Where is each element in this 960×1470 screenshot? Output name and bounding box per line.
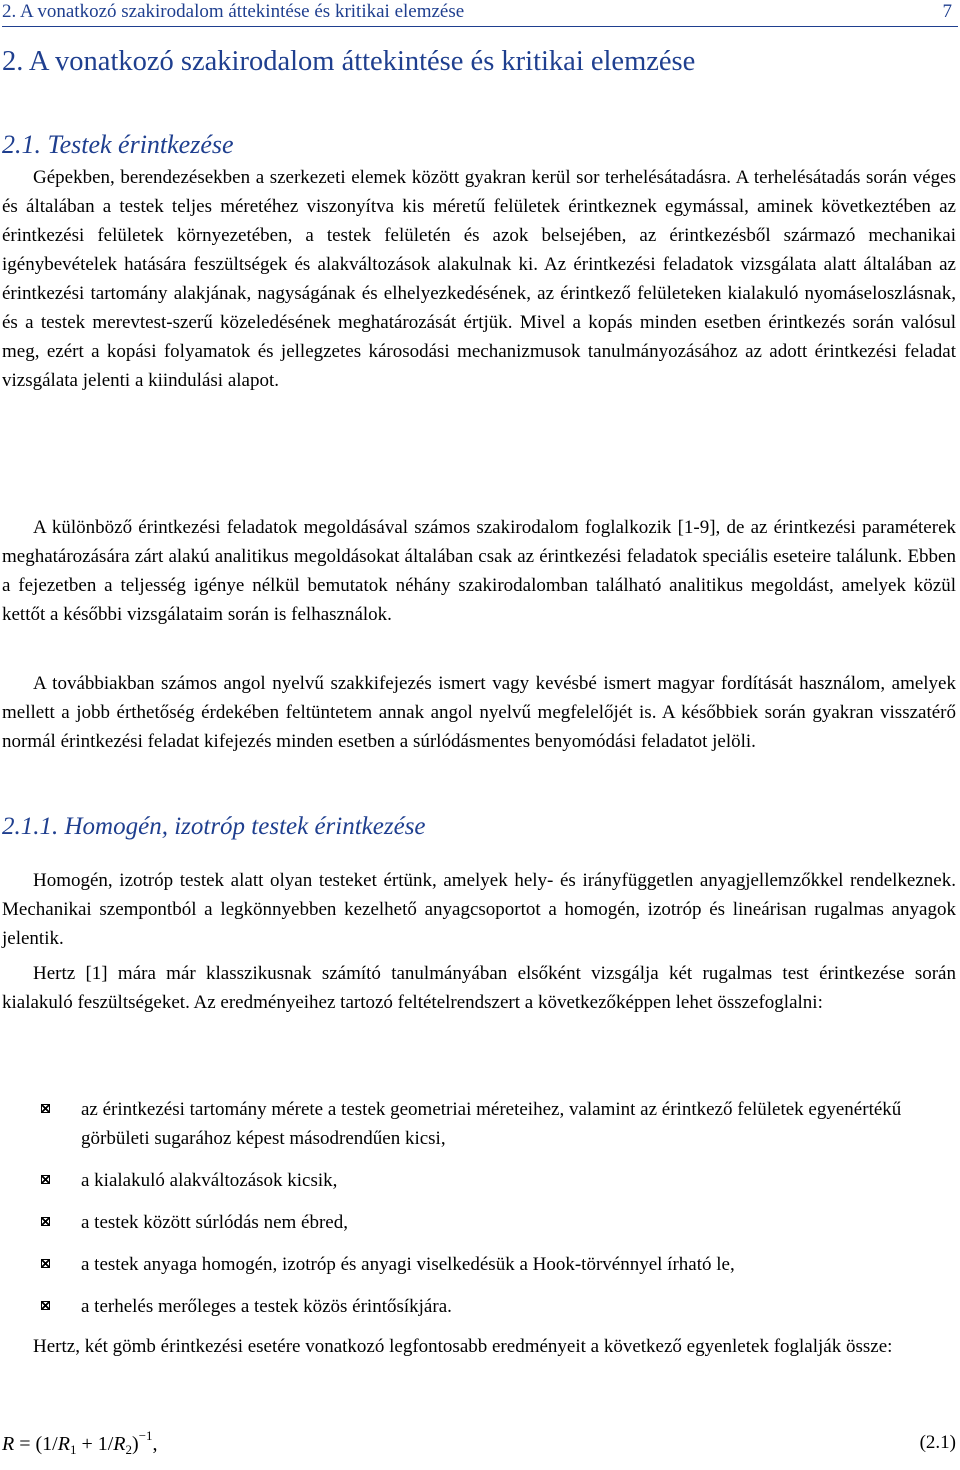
- header-rule: [2, 26, 958, 27]
- eq-sub2: 2: [125, 1442, 133, 1457]
- checkbox-bullet-icon: [41, 1104, 50, 1113]
- list-item: [0, 1250, 956, 1279]
- eq-one-a: 1: [42, 1433, 53, 1455]
- eq-plus: +: [81, 1433, 93, 1455]
- paragraph-1: Gépekben, berendezésekben a szerkezeti elemek között gyakran kerül sor terhelésátadásra. A terhelésátadás során véges és általában a testek teljes méretéhez viszonyítva kis méretű felületek érintkeznek egymással, aminek következtében az érintkezési felületek környezetében, a testek felületén és azok belsejében, az érintkezésből származó mechanikai igénybevételek hatására feszültségek és alakváltozások alakulnak ki. Az érintkezési feladatok vizsgálata alatt általában az érintkezési tartomány alakjának, nagyságának és elhelyezkedésének, az érintkező felületeken kialakuló nyomáseloszlásnak, és a testek merevtest-szerű közeledésének meghatározását értjük. Mivel a kopás minden esetben érintkezés során valósul meg, ezért a kopási folyamatok és jellegzetes károsodási mechanizmusok tanulmányozásához az adott érintkezési feladat vizsgálata jelenti a kiindulási alapot.: [2, 167, 956, 391]
- eq-lhs: R: [2, 1433, 15, 1455]
- eq-comma: ,: [152, 1433, 158, 1455]
- eq-equals: =: [19, 1433, 31, 1455]
- running-title: 2. A vonatkozó szakirodalom áttekintése és kritikai elemzése: [2, 1, 465, 22]
- eq-open-paren: (: [35, 1433, 43, 1455]
- list-item-text: a terhelés merőleges a testek közös érintősíkjára.: [81, 1296, 452, 1317]
- list-item-text: a testek között súrlódás nem ébred,: [81, 1212, 348, 1233]
- equation-number: (2.1): [919, 1432, 956, 1453]
- checkbox-bullet-icon: [41, 1217, 50, 1226]
- list-item: [0, 1292, 956, 1321]
- paragraph-5: Hertz [1] mára már klasszikusnak számító tanulmányában elsőként vizsgálja két rugalmas test érintkezése során kialakuló feszültségeket. Az eredményeihez tartozó feltételrendszert a következőképpen lehet összefoglalni:: [2, 963, 956, 1013]
- paragraph-3: A továbbiakban számos angol nyelvű szakkifejezés ismert vagy kevésbé ismert magyar fordítását használom, amelyek mellett a jobb érthetőség érdekében feltüntetem annak angol nyelvű megfelelőjét is. A későbbiek során gyakran visszatérő normál érintkezési feladat kifejezés minden esetben a súrlódásmentes benyomódási feladatot jelöli.: [2, 673, 956, 752]
- eq-sub1: 1: [69, 1442, 77, 1457]
- section-title: 2.1. Testek érintkezése: [2, 130, 234, 159]
- running-header: [2, 0, 958, 30]
- paragraph-2: A különböző érintkezési feladatok megoldásával számos szakirodalom foglalkozik [1-9], de az érintkezési paraméterek meghatározására zárt alakú analitikus megoldásokat általában csak az érintkezési feladatok speciális eseteire találunk. Ebben a fejezetben a teljesség igénye nélkül bemutatok néhány szakirodalomban található analitikus megoldást, amelyek közül kettőt a későbbi vizsgálataim során is felhasználok.: [2, 517, 956, 625]
- list-item-text: a testek anyaga homogén, izotróp és anyagi viselkedésük a Hook-törvénnyel írható le,: [81, 1254, 735, 1275]
- checkbox-bullet-icon: [41, 1301, 50, 1310]
- eq-one-b: 1: [97, 1433, 108, 1455]
- list-item: [0, 1095, 956, 1153]
- chapter-title: 2. A vonatkozó szakirodalom áttekintése és kritikai elemzése: [2, 46, 696, 77]
- paragraph-4: Homogén, izotróp testek alatt olyan testeket értünk, amelyek hely- és irányfüggetlen anyagjellemzőkkel rendelkeznek. Mechanikai szempontból a legkönnyebben kezelhető anyagcsoportot a homogén, izotróp és lineárisan rugalmas anyagok jelentik.: [2, 870, 956, 949]
- eq-slash-b: /: [107, 1433, 114, 1455]
- eq-close-paren: ): [132, 1433, 139, 1455]
- paragraph-6: Hertz, két gömb érintkezési esetére vonatkozó legfontosabb eredményeit a következő egyenletek foglalják össze:: [33, 1336, 893, 1357]
- page-number: 7: [942, 1, 952, 22]
- checkbox-bullet-icon: [41, 1259, 50, 1268]
- eq-r1: R: [57, 1433, 70, 1455]
- equation-2-1: [0, 1420, 956, 1460]
- list-item: [0, 1166, 956, 1195]
- list-item-text: az érintkezési tartomány mérete a testek geometriai méreteihez, valamint az érintkező felületek egyenértékű görbületi sugarához képest másodrendűen kicsi,: [81, 1099, 902, 1149]
- list-item-text: a kialakuló alakváltozások kicsik,: [81, 1170, 338, 1191]
- list-item: [0, 1208, 956, 1237]
- subsection-title: 2.1.1. Homogén, izotróp testek érintkezése: [2, 813, 426, 840]
- conditions-list: [0, 1095, 960, 1334]
- eq-exponent: −1: [138, 1428, 153, 1443]
- checkbox-bullet-icon: [41, 1175, 50, 1184]
- eq-r2: R: [113, 1433, 126, 1455]
- equation-body: [2, 1428, 158, 1458]
- eq-slash-a: /: [52, 1433, 58, 1455]
